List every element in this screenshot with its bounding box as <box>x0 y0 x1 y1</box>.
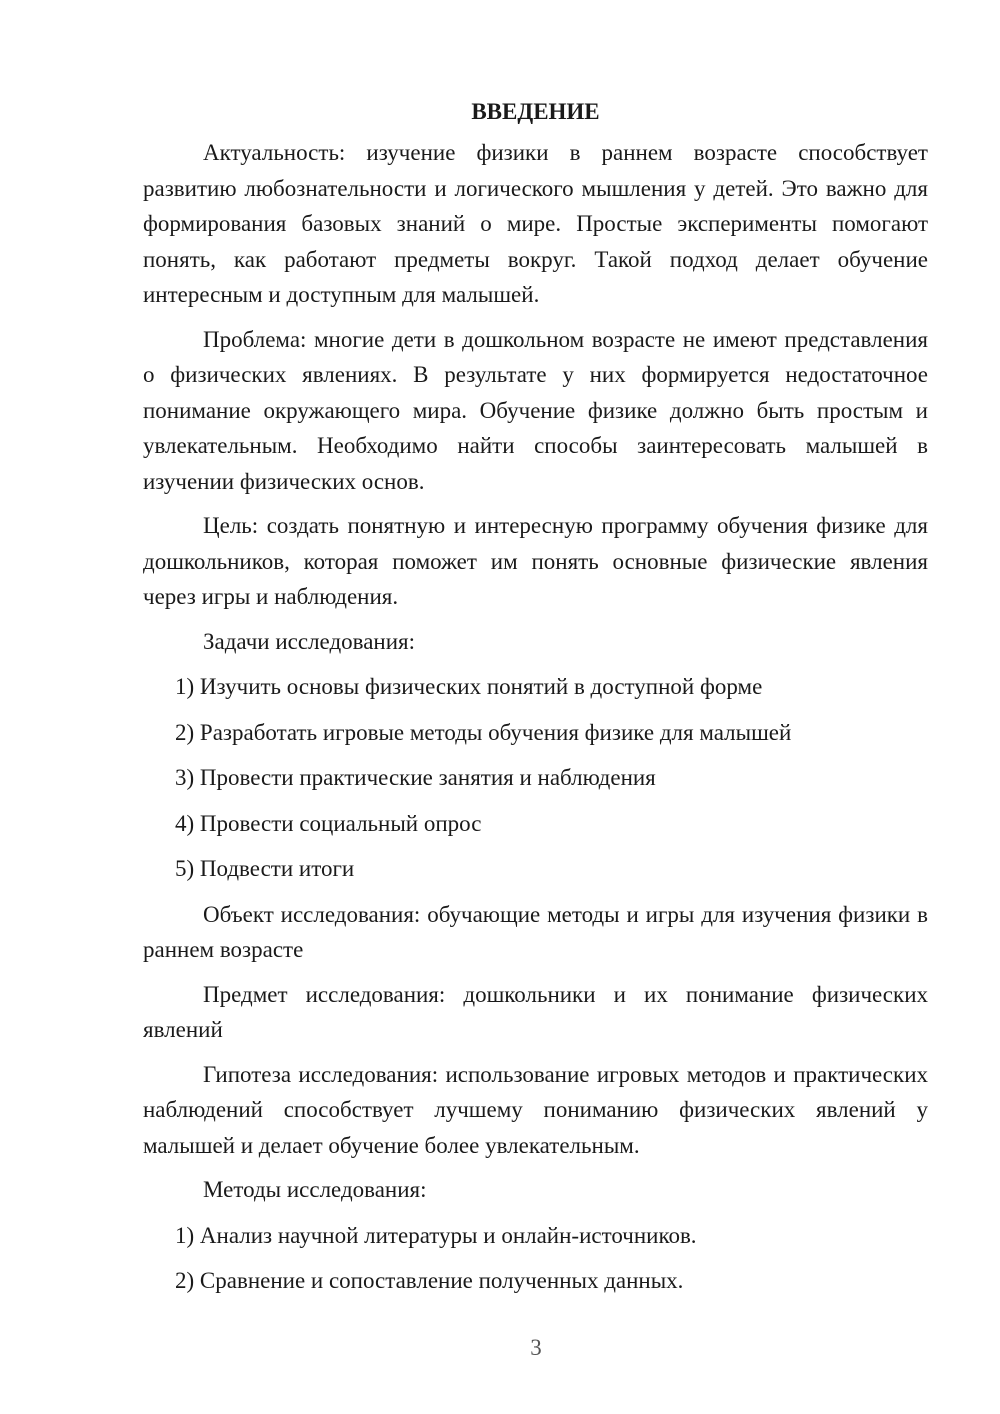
page-title: ВВЕДЕНИЕ <box>471 99 600 124</box>
page-content <box>143 94 928 1309</box>
page-number: 3 <box>530 1335 542 1360</box>
methods-label: Методы исследования: <box>203 1177 427 1202</box>
list-item: 5) Подвести итоги <box>175 856 355 881</box>
list-item: 1) Анализ научной литературы и онлайн-источников. <box>175 1222 697 1248</box>
methods-list <box>143 1218 928 1299</box>
list-item: 2) Сравнение и сопоставление полученных данных. <box>175 1268 684 1293</box>
list-item: 1) Изучить основы физических понятий в доступной форме <box>175 674 763 699</box>
list-item: 3) Провести практические занятия и наблюдения <box>175 765 656 790</box>
subject-paragraph: Предмет исследования: дошкольники и их понимание физических явлений <box>143 981 928 1042</box>
list-item: 4) Провести социальный опрос <box>175 810 482 836</box>
relevance-paragraph: Актуальность: изучение физики в раннем возрасте способствует развитию любознательности и логического мышления у детей. Это важно для формирования базовых знаний о мире. Простые эксперименты помогают понять, как работают предметы вокруг. Такой подход делает обучение интересным и доступным для малышей. <box>143 140 928 307</box>
object-paragraph: Объект исследования: обучающие методы и игры для изучения физики в раннем возрасте <box>143 901 928 962</box>
tasks-list <box>143 669 928 887</box>
hypothesis-paragraph: Гипотеза исследования: использование игровых методов и практических наблюдений способствует лучшему пониманию физических явлений у малышей и делает обучение более увлекательным. <box>143 1061 928 1158</box>
list-item: 2) Разработать игровые методы обучения физике для малышей <box>175 719 792 745</box>
tasks-label: Задачи исследования: <box>203 628 416 654</box>
goal-paragraph: Цель: создать понятную и интересную программу обучения физике для дошкольников, которая поможет им понять основные физические явления через игры и наблюдения. <box>143 513 928 609</box>
problem-paragraph: Проблема: многие дети в дошкольном возрасте не имеют представления о физических явлениях. В результате у них формируется недостаточное понимание окружающего мира. Обучение физике должно быть простым и увлекательным. Необходимо найти способы заинтересовать малышей в изучении физических основ. <box>143 326 928 494</box>
